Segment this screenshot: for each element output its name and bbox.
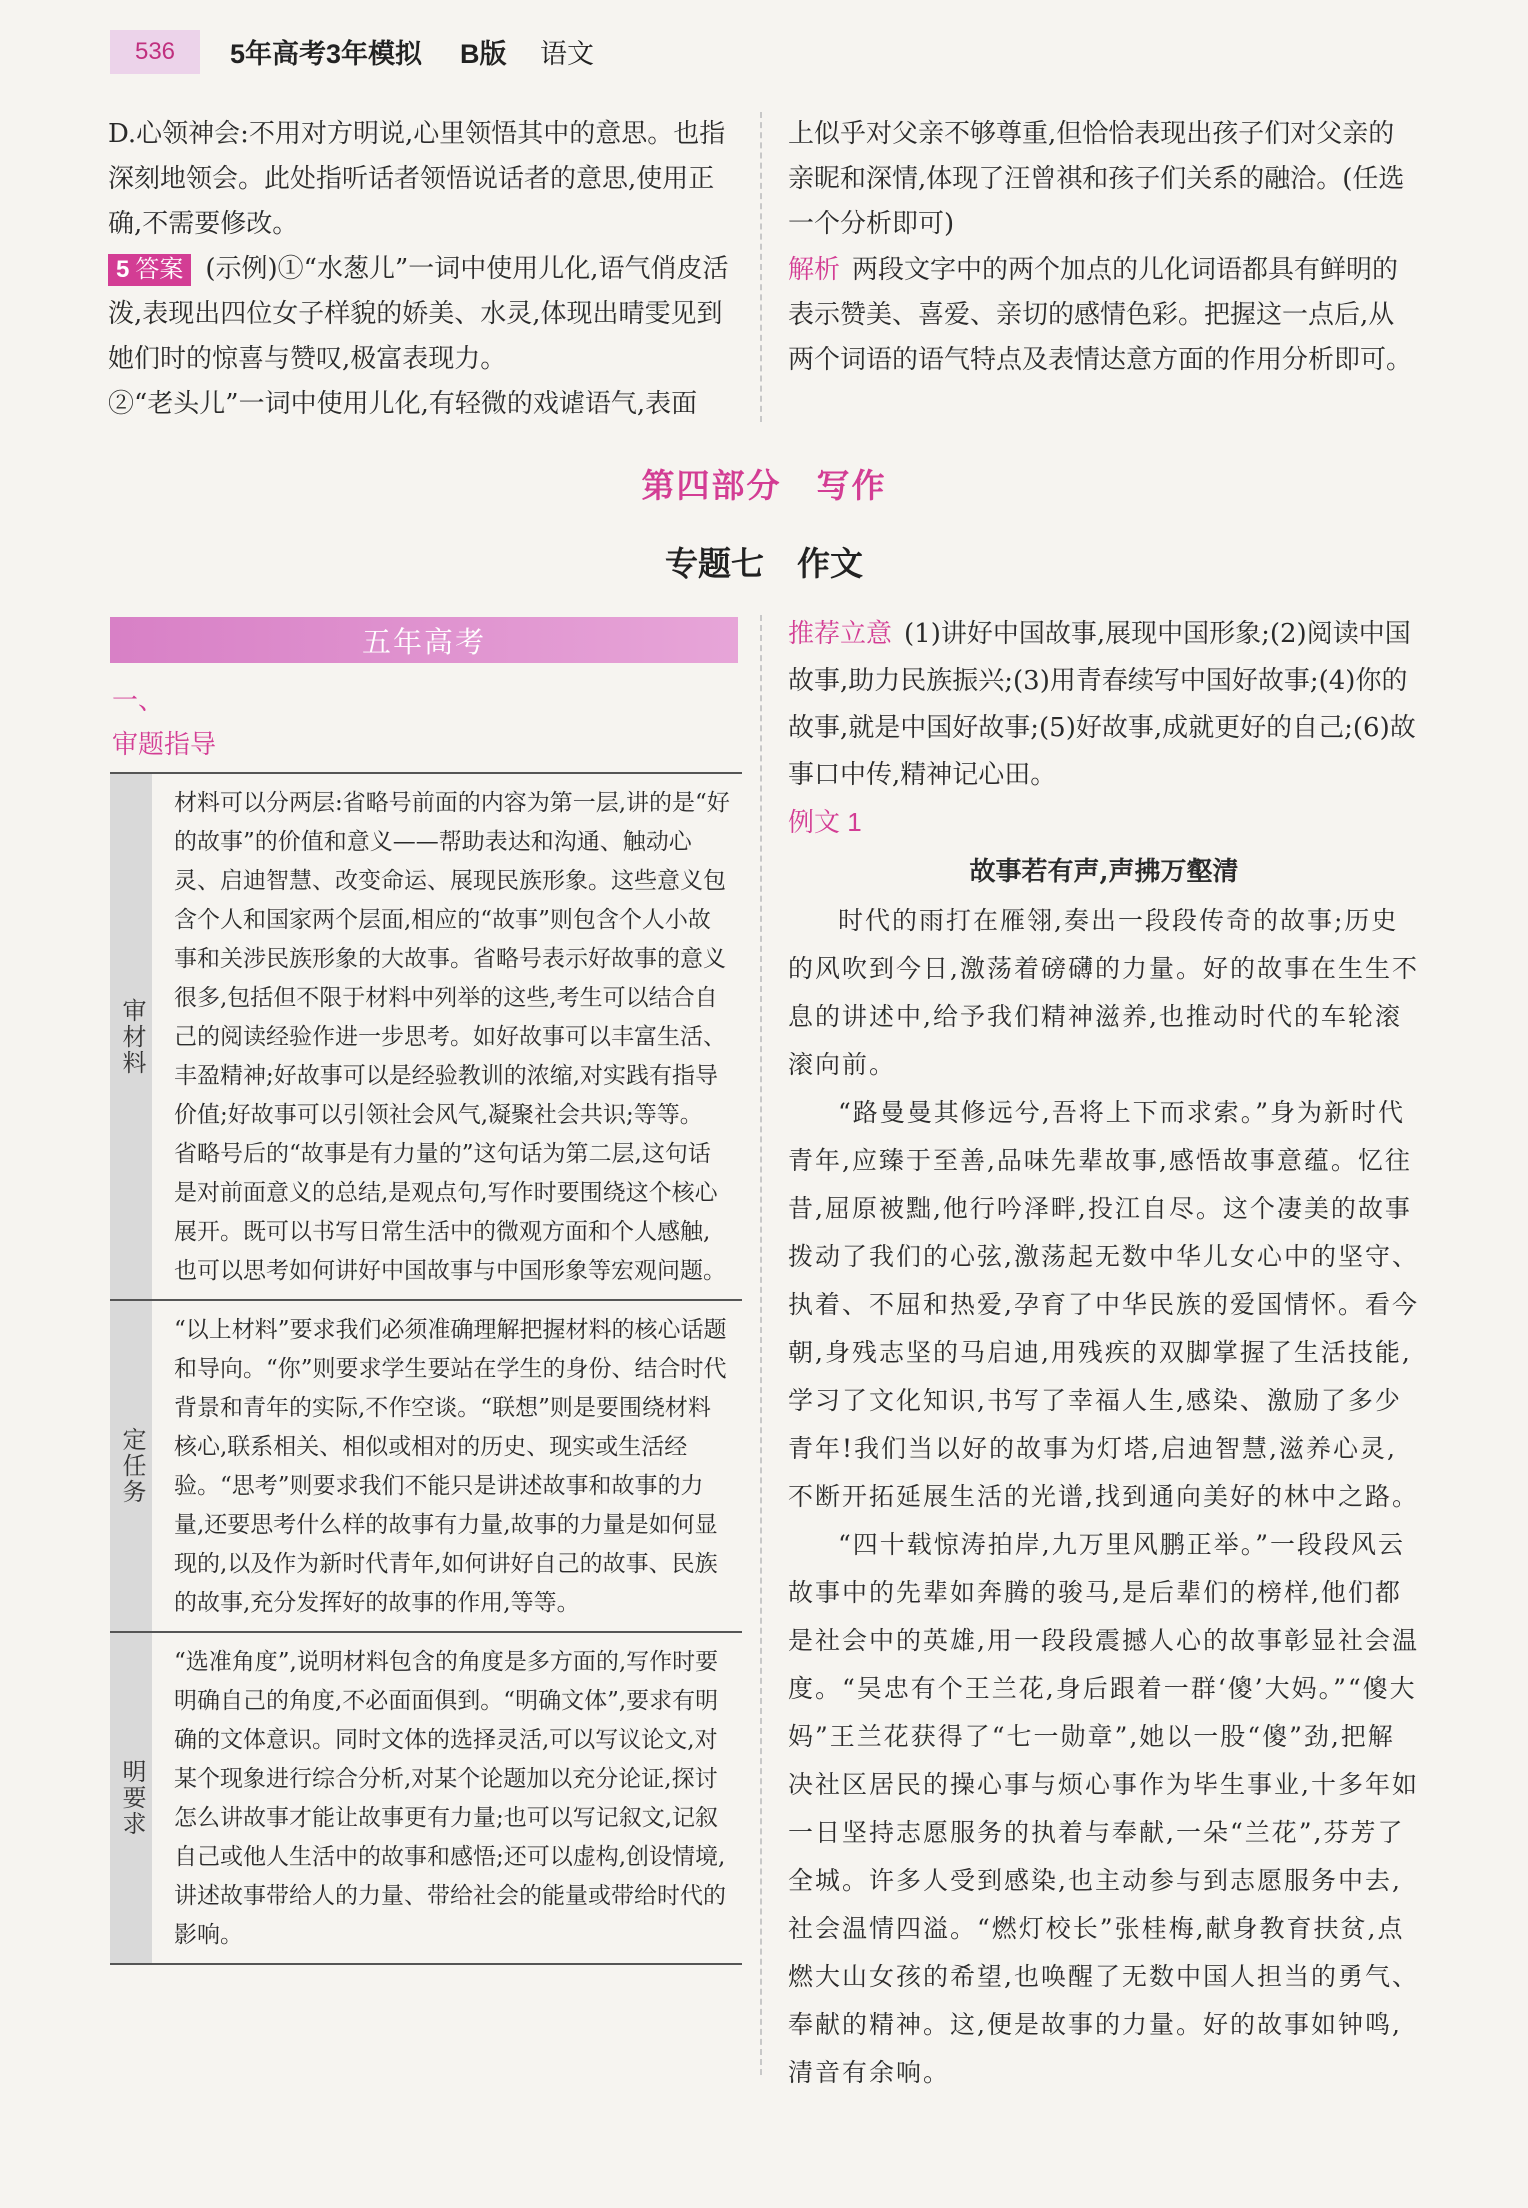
essay-paragraph: 时代的雨打在雁翎,奏出一段段传奇的故事;历史的风吹到今日,激荡着磅礴的力量。好的故事在生生不息的讲述中,给予我们精神滋养,也推动时代的车轮滚滚向前。 [788,906,1419,1079]
answer-paragraph: 5 答案 (示例)①“水葱儿”一词中使用儿化,语气俏皮活泼,表现出四位女子样貌的娇美、水灵,体现出晴雯见到她们时的惊喜与赞叹,极富表现力。 [108,254,729,374]
answer-continuation: 上似乎对父亲不够尊重,但恰恰表现出孩子们对父亲的亲昵和深情,体现了汪曾祺和孩子们关系的融洽。(任选一个分析即可) [788,119,1405,239]
book-edition: B版 [460,39,507,69]
section-title: 审题指导 [112,729,217,759]
guide-text: 材料可以分两层:省略号前面的内容为第一层,讲的是“好的故事”的价值和意义——帮助表达和沟通、触动心灵、启迪智慧、改变命运、展现民族形象。这些意义包含个人和国家两个层面,相应的“故事”则包含个人小故事和关涉民族形象的大故事。省略号表示好故事的意义很多,包括但不限于材料中列举的这些,考生可以结合自己的阅读经验作进一步思考。如好故事可以丰富生活、丰盈精神;好故事可以是经验教训的浓缩,对实践有指导价值;好故事可以引领社会风气,凝聚社会共识;等等。 [174,790,730,1128]
example-label: 例文 1 [788,807,862,837]
book-subject: 语文 [540,39,594,69]
bottom-right-column [788,610,1420,2097]
top-right-column [788,112,1418,383]
guide-text: 省略号后的“故事是有力量的”这句话为第二层,这句话是对前面意义的总结,是观点句,写作时要围绕这个核心展开。既可以书写日常生活中的微观方面和个人感触,也可以思考如何讲好中国故事与中国形象等宏观问题。 [174,1141,726,1284]
guide-row-label: 明要求 [110,1633,152,1963]
guide-table [110,772,742,1965]
guide-row [110,772,742,1301]
analysis-paragraph: 解析 两段文字中的两个加点的儿化词语都具有鲜明的表示赞美、喜爱、亲切的感情色彩。把握这一点后,从两个词语的语气特点及表情达意方面的作用分析即可。 [788,254,1413,375]
essay-body [788,897,1420,2097]
analysis-tag: 解析 [788,254,841,284]
section-number: 一、 [112,685,165,715]
guide-row [110,1633,742,1965]
section-banner: 五年高考 [110,617,738,663]
guide-text: “选准角度”,说明材料包含的角度是多方面的,写作时要明确自己的角度,不必面面俱到。“明确文体”,要求有明确的文体意识。同时文体的选择灵活,可以写议论文,对某个现象进行综合分析,对某个论题加以充分论证,探讨怎么讲故事才能让故事更有力量;也可以写记叙文,记叙自己或他人生活中的故事和感悟;还可以虚构,创设情境,讲述故事带给人的力量、带给社会的能量或带给时代的影响。 [174,1649,726,1948]
option-d-paragraph: D.心领神会:不用对方明说,心里领悟其中的意思。也指深刻地领会。此处指听话者领悟说话者的意思,使用正确,不需要修改。 [108,119,726,239]
part-title: 第四部分 写作 [641,467,887,504]
guide-text: “以上材料”要求我们必须准确理解把握材料的核心话题和导向。“你”则要求学生要站在学生的身份、结合时代背景和青年的实际,不作空谈。“联想”则是要围绕材料核心,联系相关、相似或相对的历史、现实或生活经验。“思考”则要求我们不能只是讲述故事和故事的力量,还要思考什么样的故事有力量,故事的力量是如何显现的,以及作为新时代青年,如何讲好自己的故事、民族的故事,充分发挥好的故事的作用,等等。 [174,1317,727,1616]
guide-row-content [152,774,742,1299]
recommend-text: (1)讲好中国故事,展现中国形象;(2)阅读中国故事,助力民族振兴;(3)用青春续写中国好故事;(4)你的故事,就是中国好故事;(5)好故事,成就更好的自己;(6)故事口中传,精神记心田。 [788,619,1416,790]
page-number: 536 [110,30,200,74]
essay-paragraph: “四十载惊涛拍岸,九万里风鹏正举。”一段段风云故事中的先辈如奔腾的骏马,是后辈们的榜样,他们都是社会中的英雄,用一段段震撼人心的故事彰显社会温度。“吴忠有个王兰花,身后跟着一群‘傻’大妈。”“傻大妈”王兰花获得了“七一勋章”,她以一股“傻”劲,把解决社区居民的操心事与烦心事作为毕生事业,十多年如一日坚持志愿服务的执着与奉献,一朵“兰花”,芬芳了全城。许多人受到感染,也主动参与到志愿服务中去,社会温情四溢。“燃灯校长”张桂梅,献身教育扶贫,点燃大山女孩的希望,也唤醒了无数中国人担当的勇气、奉献的精神。这,便是故事的力量。好的故事如钟鸣,清音有余响。 [788,1530,1419,2087]
guide-row [110,1301,742,1633]
guide-row-label: 定任务 [110,1301,152,1631]
book-title: 5年高考3年模拟 [230,39,423,69]
answer-tag: 5 答案 [108,254,191,286]
recommend-tag: 推荐立意 [788,618,893,648]
essay-title: 故事若有声,声拂万壑清 [969,857,1239,887]
column-divider [760,615,762,2075]
column-divider [760,112,762,422]
guide-row-content [152,1633,742,1963]
top-left-column [108,112,738,427]
answer-paragraph-2: ②“老头儿”一词中使用儿化,有轻微的戏谑语气,表面 [108,389,698,419]
recommend-block [788,610,1420,799]
guide-row-label: 审材料 [110,774,152,1299]
topic-title: 专题七 作文 [665,545,863,582]
guide-row-content [152,1301,742,1631]
essay-paragraph: “路曼曼其修远兮,吾将上下而求索。”身为新时代青年,应臻于至善,品味先辈故事,感悟故事意蕴。忆往昔,屈原被黜,他行吟泽畔,投江自尽。这个凄美的故事拨动了我们的心弦,激荡起无数中华儿女心中的坚守、执着、不屈和热爱,孕育了中华民族的爱国情怀。看今朝,身残志坚的马启迪,用残疾的双脚掌握了生活技能,学习了文化知识,书写了幸福人生,感染、激励了多少青年!我们当以好的故事为灯塔,启迪智慧,滋养心灵,不断开拓延展生活的光谱,找到通向美好的林中之路。 [788,1098,1419,1511]
